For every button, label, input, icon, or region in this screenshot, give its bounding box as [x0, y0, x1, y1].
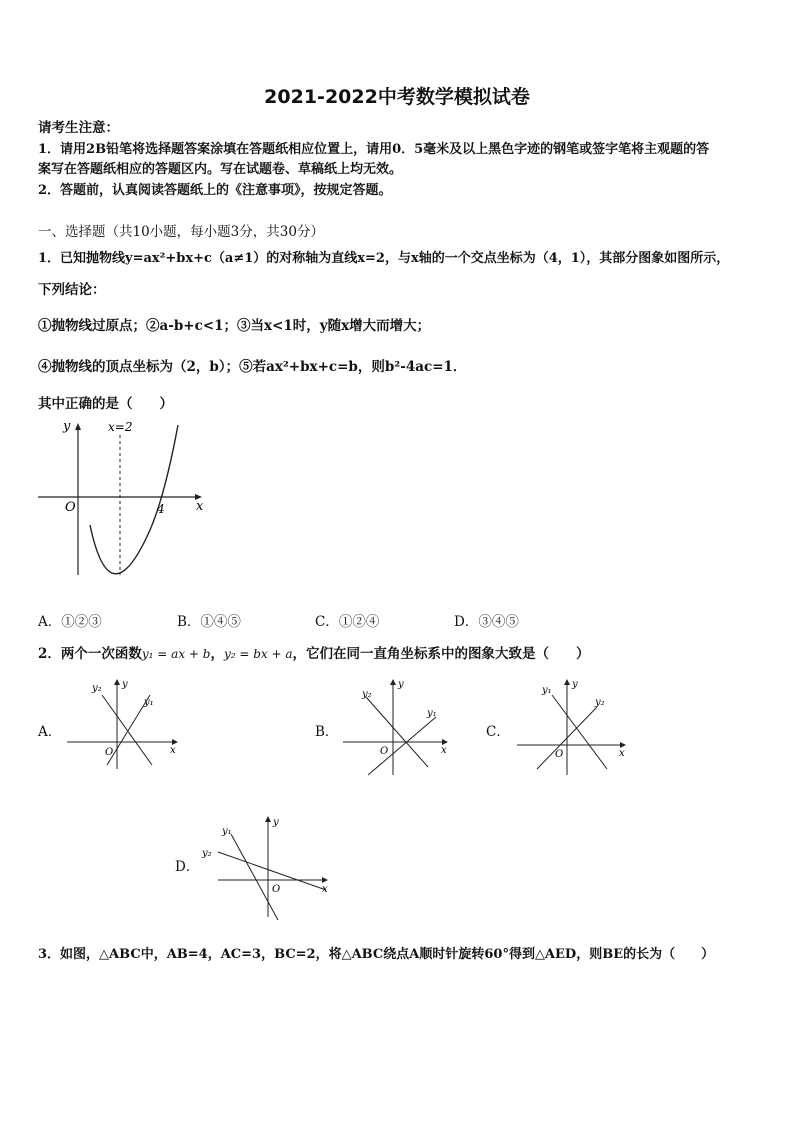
q1-axis-label: x=2 [108, 420, 133, 434]
y-arrow-icon [390, 679, 396, 685]
q2-option-b-label[interactable]: B． [315, 724, 339, 740]
q2-graph-a [62, 677, 182, 772]
q2-stem-a: 2．两个一次函数 [38, 646, 142, 662]
q1-origin-label: O [65, 500, 76, 515]
q1-lead: 下列结论： [38, 282, 106, 298]
q1-statement-1: ①抛物线过原点；②a-b+c<1；③当x<1时，y随x增大而增大； [38, 318, 431, 334]
q1-tick-4: 4 [157, 502, 165, 516]
y1-label: y₁ [222, 826, 232, 837]
q2-graph-d [198, 812, 338, 922]
q2-formula-2: y₂ = bx + a [223, 647, 293, 661]
x-arrow-icon [322, 877, 328, 883]
y1-label: y₁ [427, 708, 437, 719]
q1-stem: 1．已知抛物线y=ax²+bx+c（a≠1）的对称轴为直线x=2，与x轴的一个交点坐标为（4，1），其部分图象如图所示， [38, 251, 730, 266]
q1-y-arrow-icon [75, 423, 81, 430]
origin-label: O [272, 884, 281, 895]
y-label: y [273, 817, 279, 828]
y2-label: y₂ [362, 689, 372, 700]
q2-formula-1: y₁ = ax + b [141, 647, 211, 661]
q2-graph-c [512, 677, 637, 777]
y-arrow-icon [564, 679, 570, 685]
q1-option-b[interactable]: B．①④⑤ [177, 614, 241, 630]
q1-option-c[interactable]: C．①②④ [315, 614, 380, 630]
y1-label: y₁ [144, 697, 154, 708]
line-y1 [368, 717, 436, 775]
notice-heading: 请考生注意： [38, 120, 119, 136]
q1-question: 其中正确的是（ ） [38, 396, 173, 412]
q1-parabola-graph [30, 415, 210, 580]
q2-option-a-label[interactable]: A． [38, 724, 62, 740]
q2-option-c-label[interactable]: C． [486, 724, 510, 740]
section-heading: 一、选择题（共10小题，每小题3分，共30分） [38, 224, 324, 240]
y1-label: y₁ [542, 685, 552, 696]
q2-stem [38, 645, 590, 663]
q2-sep: ， [210, 646, 224, 662]
q1-y-label: y [63, 419, 71, 434]
y-label: y [398, 679, 404, 690]
q1-option-a[interactable]: A．①②③ [38, 614, 102, 630]
x-label: x [619, 748, 625, 759]
line-y1 [231, 834, 281, 920]
x-label: x [170, 745, 176, 756]
y2-label: y₂ [92, 683, 102, 694]
x-label: x [441, 745, 447, 756]
y-label: y [122, 679, 128, 690]
q2-stem-b: ，它们在同一直角坐标系中的图象大致是（ ） [292, 646, 590, 662]
q2-graph-b [338, 677, 458, 777]
q1-statement-2: ④抛物线的顶点坐标为（2，b）；⑤若ax²+bx+c=b，则b²-4ac=1． [38, 359, 467, 375]
y2-label: y₂ [595, 697, 605, 708]
notice-line-1a: 1．请用2B铅笔将选择题答案涂填在答题纸相应位置上，请用0．5毫米及以上黑色字迹的钢笔或签字笔将主观题的答 [38, 142, 710, 157]
page-title: 2021-2022中考数学模拟试卷 [264, 86, 530, 108]
notice-line-2: 2．答题前，认真阅读答题纸上的《注意事项》，按规定答题。 [38, 183, 392, 198]
x-label: x [322, 884, 328, 895]
q1-x-label: x [196, 499, 204, 514]
q2-option-d-label[interactable]: D． [175, 859, 200, 875]
origin-label: O [380, 746, 389, 757]
q1-option-d[interactable]: D．③④⑤ [454, 614, 519, 630]
y2-label: y₂ [202, 848, 212, 859]
origin-label: O [105, 747, 114, 758]
notice-line-1b: 案写在答题纸相应的答题区内。写在试题卷、草稿纸上均无效。 [38, 162, 403, 177]
y-arrow-icon [265, 816, 271, 822]
q3-stem: 3．如图，△ABC中，AB=4，AC=3，BC=2，将△ABC绕点A顺时针旋转60°得到△AED，则BE的长为（ ） [38, 947, 715, 962]
origin-label: O [555, 749, 564, 760]
q1-parabola-curve [90, 425, 178, 574]
y-arrow-icon [114, 679, 120, 685]
y-label: y [572, 679, 578, 690]
